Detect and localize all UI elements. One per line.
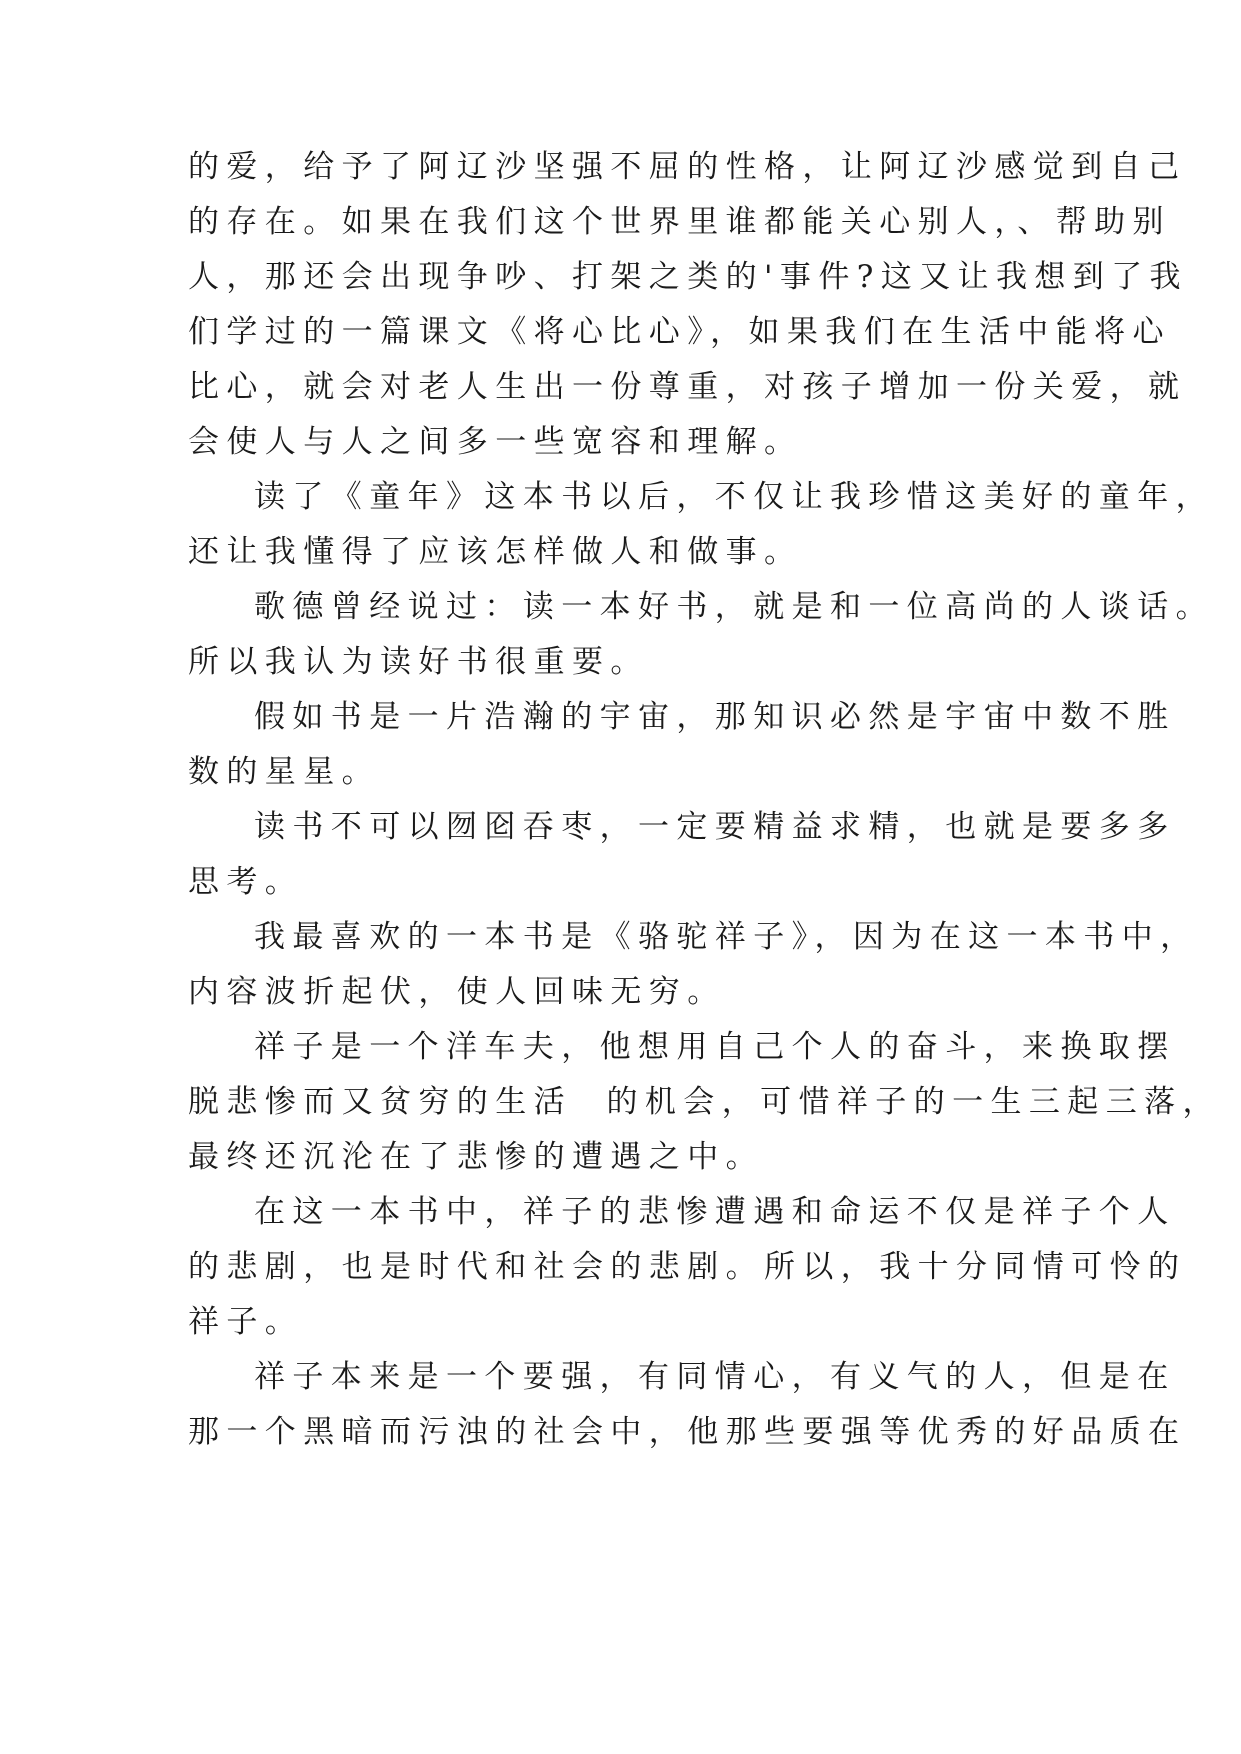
text-line: 们学过的一篇课文《将心比心》，如果我们在生活中能将心 bbox=[188, 314, 1171, 350]
text-line: 在这一本书中，祥子的悲惨遭遇和命运不仅是祥子个人 bbox=[254, 1194, 1176, 1230]
text-line: 的爱，给予了阿辽沙坚强不屈的性格，让阿辽沙感觉到自己 bbox=[188, 149, 1187, 185]
text-line: 假如书是一片浩瀚的宇宙，那知识必然是宇宙中数不胜 bbox=[254, 699, 1176, 735]
text-line: 比心，就会对老人生出一份尊重，对孩子增加一份关爱，就 bbox=[188, 369, 1187, 405]
text-line: 内容波折起伏，使人回味无穷。 bbox=[188, 974, 726, 1010]
text-line: 最终还沉沦在了悲惨的遭遇之中。 bbox=[188, 1139, 764, 1175]
text-line: 所以我认为读好书很重要。 bbox=[188, 644, 649, 680]
text-line: 会使人与人之间多一些宽容和理解。 bbox=[188, 424, 803, 460]
text-line: 思考。 bbox=[188, 864, 304, 900]
text-line: 歌德曾经说过：读一本好书，就是和一位高尚的人谈话。 bbox=[254, 589, 1214, 625]
text-line: 那一个黑暗而污浊的社会中，他那些要强等优秀的好品质在 bbox=[188, 1414, 1187, 1450]
text-line: 祥子是一个洋车夫，他想用自己个人的奋斗，来换取摆 bbox=[254, 1029, 1176, 1065]
text-line: 读书不可以囫囵吞枣，一定要精益求精，也就是要多多 bbox=[254, 809, 1176, 845]
text-line: 的悲剧，也是时代和社会的悲剧。所以，我十分同情可怜的 bbox=[188, 1249, 1187, 1285]
text-line: 数的星星。 bbox=[188, 754, 380, 790]
text-line: 读了《童年》这本书以后，不仅让我珍惜这美好的童年， bbox=[254, 479, 1214, 515]
text-line: 的存在。如果在我们这个世界里谁都能关心别人，、帮助别 bbox=[188, 204, 1171, 240]
text-line: 脱悲惨而又贫穷的生活 的机会，可惜祥子的一生三起三落， bbox=[188, 1084, 1221, 1120]
text-line: 人，那还会出现争吵、打架之类的'事件?这又让我想到了我 bbox=[188, 259, 1188, 295]
text-line: 我最喜欢的一本书是《骆驼祥子》，因为在这一本书中， bbox=[254, 919, 1199, 955]
text-line: 祥子本来是一个要强，有同情心，有义气的人，但是在 bbox=[254, 1359, 1176, 1395]
text-line: 还让我懂得了应该怎样做人和做事。 bbox=[188, 534, 803, 570]
text-line: 祥子。 bbox=[188, 1304, 304, 1340]
